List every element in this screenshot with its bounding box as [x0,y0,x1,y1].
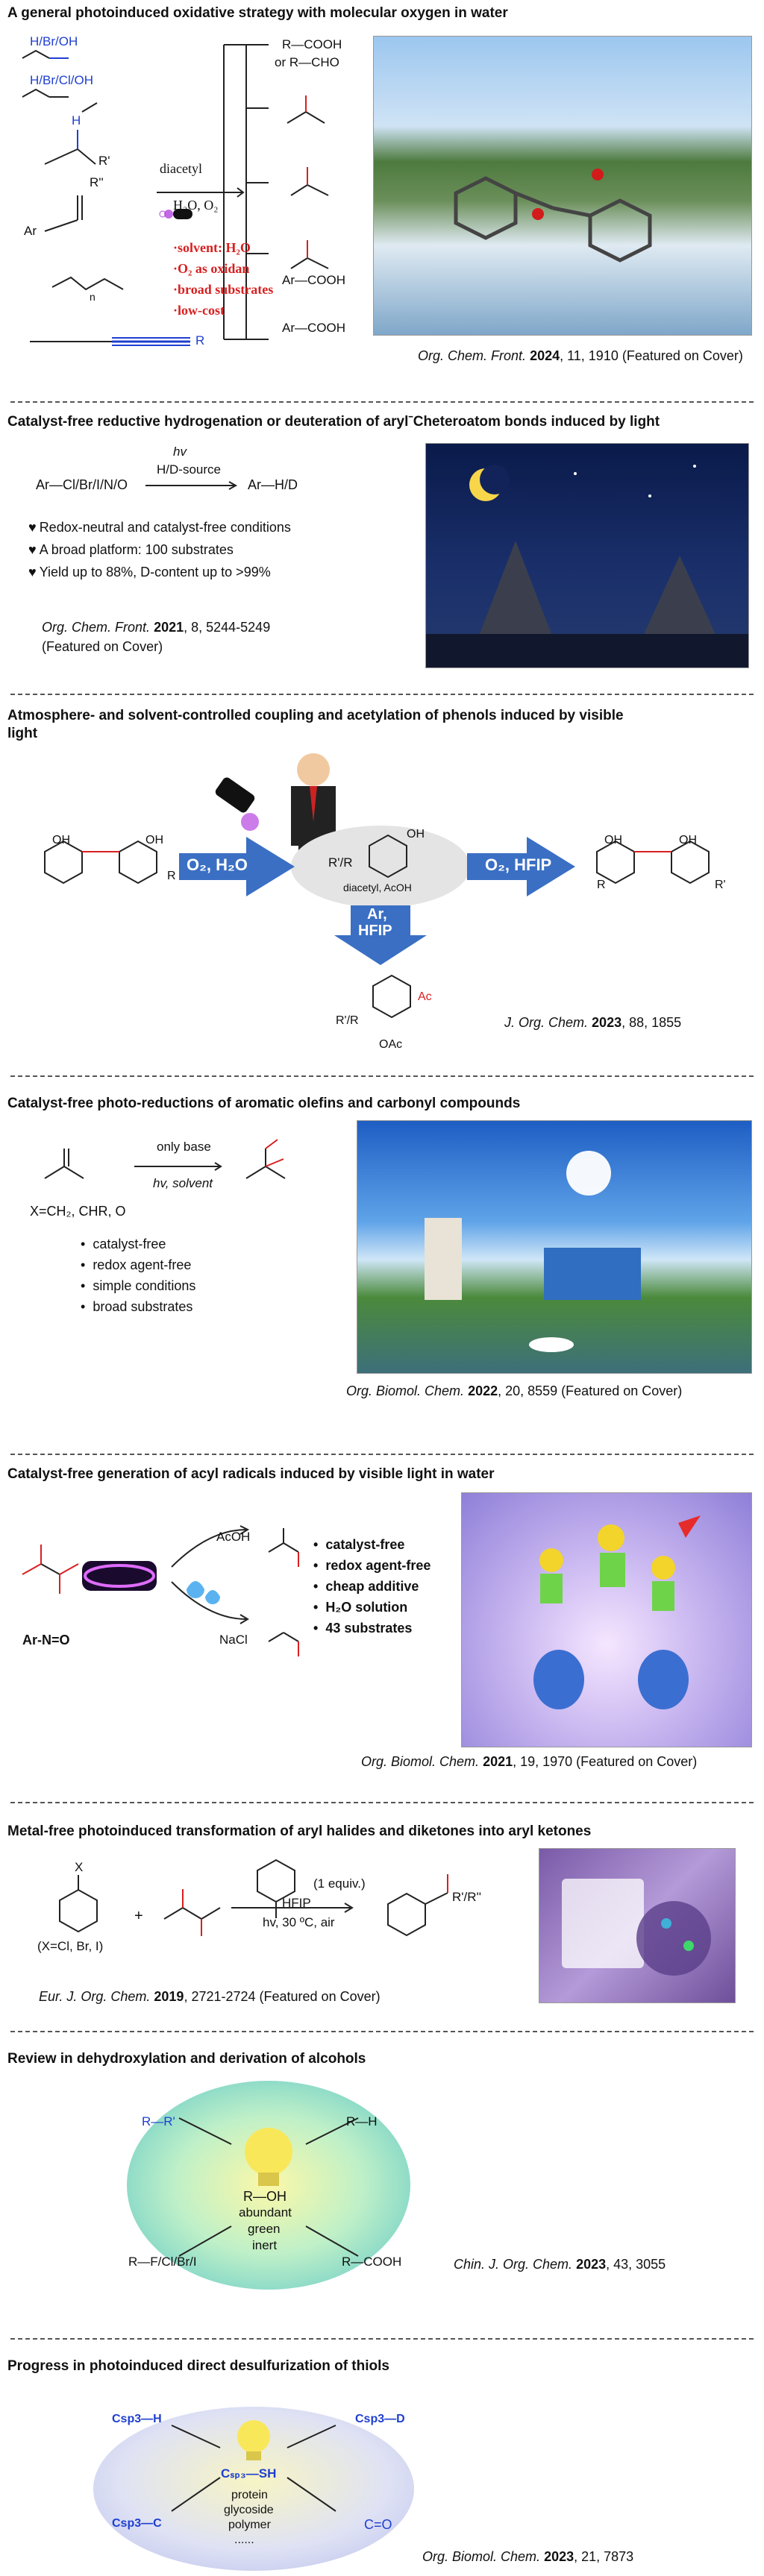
condition-bottom: H/D-source [157,462,221,477]
feature-item: • catalyst-free [81,1234,195,1254]
substrate-label: H/Br/OH [30,34,78,48]
flashlight-icon [213,776,259,831]
product-label: R—COOH [282,37,342,51]
center-word: abundant [239,2205,292,2220]
section-dehydroxylation-review [0,2032,764,2338]
feature-item: • H₂O solution [313,1597,430,1618]
center-r-oh: R—OH [243,2189,286,2204]
reaction-arrow [145,480,242,491]
label-r: R [597,879,606,891]
feature-item: · solvent: H₂O [173,237,273,258]
arrow-down-label: Ar, [367,906,387,923]
reference-note: (Featured on Cover) [42,639,163,654]
product-label: or R—CHO [275,55,339,69]
acyl-scheme [0,1492,351,1686]
arrow-down-label: HFIP [358,923,392,939]
product-label: R'/R'' [452,1890,482,1904]
condition-bottom: hv, solvent [153,1176,213,1190]
feature-item: • catalyst-free [313,1534,430,1555]
substrate-label: R'' [90,175,104,189]
section-title: Review in dehydroxylation and derivation of alcohols [7,2051,366,2067]
reference: Eur. J. Org. Chem. 2019, 2721-2724 (Featured on Cover) [39,1989,381,2004]
plus-sign: + [134,1908,143,1924]
water-drop-icon [187,1581,220,1604]
center-word: green [248,2222,281,2236]
spoke-carbonyl: C=O [364,2517,392,2532]
feature-list [173,237,273,321]
spoke-csp3-c: Csp3—C [112,2517,162,2530]
arrow-right-label: O₂, HFIP [485,855,552,874]
feature-item: · broad substrates [173,279,273,300]
equiv-label: (1 equiv.) [313,1876,366,1891]
label-oh: OH [145,834,163,846]
section-acyl-radicals [0,1455,764,1802]
label-oh: OH [604,834,622,846]
condition-top: hv [173,444,187,459]
condition-top: only base [157,1140,211,1154]
center-item: ...... [234,2533,254,2546]
feature-item: • broad substrates [81,1296,195,1317]
center-label: R'/R [328,855,353,870]
feature-item: · low-cost [173,300,273,321]
condition-top: HFIP [282,1896,311,1910]
center-thiol: Cₛₚ₃—SH [221,2466,277,2481]
highlight-item: ♥ A broad platform: 100 substrates [28,538,291,561]
section-title: Catalyst-free reductive hydrogenation or deuteration of arylˉCheteroatom bonds induced by light [7,414,660,430]
spoke-r-r: R—R' [142,2114,175,2129]
label-x: X [75,1860,84,1874]
reference: Org. Chem. Front. 2021, 8, 5244-5249 [42,620,271,635]
section-title-cont: light [7,726,38,741]
center-sub: diacetyl, AcOH [343,882,412,893]
label-oac: OAc [379,1038,403,1051]
label-r-prime: R' [715,879,726,891]
center-word: inert [252,2238,278,2252]
product-label: Ar—COOH [282,273,345,287]
section-title: Atmosphere- and solvent-controlled coupling and acetylation of phenols induced by visible [7,708,624,723]
center-item: polymer [228,2519,271,2531]
feature-item: • simple conditions [81,1275,195,1296]
feature-item: · O₂ as oxidan [173,258,273,279]
x-definition: (X=Cl, Br, I) [37,1939,104,1953]
cover-image-flask [539,1848,736,2003]
feature-list [313,1534,430,1639]
label-oh: OH [679,834,697,846]
reference: Org. Chem. Front. 2024, 11, 1910 (Featured on Cover) [418,348,743,363]
feature-list [81,1234,195,1317]
arrow-left-label: O₂, H₂O [187,855,248,874]
label-oh: OH [407,828,425,841]
section-aryl-ketones [0,1803,764,2031]
section-desulfurization [0,2340,764,2576]
reference: Org. Biomol. Chem. 2021, 19, 1970 (Featured on Cover) [361,1754,698,1769]
cover-image-waterfall [373,36,752,336]
section-phenol-coupling [0,695,764,1075]
highlight-item: ♥ Redox-neutral and catalyst-free conditions [28,516,291,538]
product-label: Ar—COOH [282,321,345,335]
highlight-list [28,516,291,583]
x-definition: X=CH₂, CHR, O [30,1204,126,1219]
substrate-label: n [90,291,96,303]
reaction-left: Ar—Cl/Br/I/N/O [36,477,128,492]
cover-image-campus [357,1120,752,1374]
spoke-csp3-h: Csp3—H [112,2413,162,2425]
section-title: Metal-free photoinduced transformation of aryl halides and diketones into aryl ketones [7,1823,592,1839]
condition-bottom: H₂O, O₂ [173,198,219,213]
center-item: glycoside [224,2504,274,2516]
section-title: Catalyst-free generation of acyl radicals induced by visible light in water [7,1466,495,1482]
substrate-label: Ar [24,224,37,238]
reference: J. Org. Chem. 2023, 88, 1855 [504,1015,682,1030]
condition-top: AcOH [216,1530,251,1544]
section-title: A general photoinduced oxidative strategy with molecular oxygen in water [7,5,508,21]
label-ac: Ac [418,990,432,1003]
condition-bottom: NaCl [219,1633,248,1647]
section-oxidative-strategy [0,0,764,403]
substrate-label: R [195,333,205,348]
section-title: Progress in photoinduced direct desulfurization of thiols [7,2358,389,2374]
substrate-label: H [72,113,81,128]
substrate-label: R' [98,154,110,168]
label-r: R [167,870,176,882]
spoke-r-h: R—H [346,2114,378,2129]
spoke-r-cooh: R—COOH [342,2255,402,2269]
substrate-label: H/Br/Cl/OH [30,73,93,87]
feature-item: • cheap additive [313,1576,430,1597]
reaction-right: Ar—H/D [248,477,298,492]
feature-item: • redox agent-free [313,1555,430,1576]
section-photo-reductions [0,1077,764,1454]
spoke-r-halide: R—F/Cl/Br/I [128,2255,197,2269]
molecule-icon [374,37,751,335]
label-oh: OH [52,834,70,846]
section-title: Catalyst-free photo-reductions of aromatic olefins and carbonyl compounds [7,1096,521,1111]
label-r-prime: R'/R [336,1014,359,1027]
reference: Org. Biomol. Chem. 2023, 21, 7873 [422,2549,634,2564]
feature-item: • redox agent-free [81,1254,195,1275]
cover-image-night-sky [425,443,749,668]
reagent: Ar-N=O [22,1633,70,1647]
highlight-item: ♥ Yield up to 88%, D-content up to >99% [28,561,291,583]
cover-image-cartoon [461,1492,752,1747]
center-item: protein [231,2489,268,2501]
spoke-csp3-d: Csp3—D [355,2413,405,2425]
feature-item: • 43 substrates [313,1618,430,1639]
light-strip-icon [82,1561,157,1591]
condition-top: diacetyl [160,161,202,176]
reference: Chin. J. Org. Chem. 2023, 43, 3055 [454,2257,666,2272]
reference: Org. Biomol. Chem. 2022, 20, 8559 (Featured on Cover) [346,1383,683,1398]
condition-bottom: hv, 30 ºC, air [263,1915,335,1929]
section-reductive-hydrogenation [0,403,764,694]
